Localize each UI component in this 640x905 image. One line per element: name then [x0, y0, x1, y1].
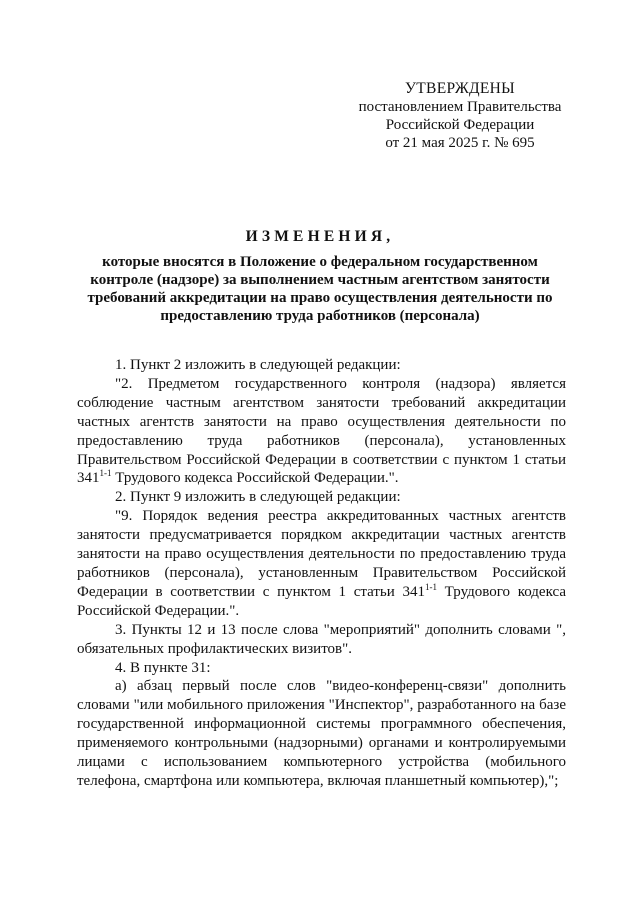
document-body — [77, 356, 566, 791]
paragraph-2-text: "2. Предметом государственного контроля (надзора) является соблюдение частным агентством занятости требований аккредитации частных агентств занятости на право осуществления деятельности по предоставлению труда работников (персонала), установленных Правительством Российской Федерации в соответствии с пунктом 1 статьи 341 — [77, 375, 566, 487]
approval-stamp — [340, 80, 580, 152]
paragraph-5: 3. Пункты 12 и 13 после слова "мероприятий" дополнить словами ", обязательных профилактических визитов". — [77, 621, 566, 657]
title-subtitle: которые вносятся в Положение о федеральном государственном контроле (надзоре) за выполнением частным агентством занятости требований аккредитации на право осуществления деятельности по предоставлению труда работников (персонала) — [87, 254, 553, 324]
paragraph-1: 1. Пункт 2 изложить в следующей редакции: — [115, 357, 401, 373]
paragraph-4-superscript: 1-1 — [424, 581, 437, 592]
title-main: ИЗМЕНЕНИЯ, — [245, 228, 395, 245]
paragraph-2 — [77, 375, 566, 488]
paragraph-4-tail: Трудового кодекса Российской Федерации.". — [77, 583, 567, 619]
approval-line-2: Российской Федерации — [385, 117, 535, 133]
paragraph-3: 2. Пункт 9 изложить в следующей редакции: — [115, 489, 401, 506]
paragraph-7: а) абзац первый после слов "видео-конференц-связи" дополнить словами "или мобильного приложения "Инспектор", разработанного на базе государственной информационной системы программного обеспечения, применяемого контрольными (надзорными) органами и контролируемыми лицами с использованием компьютерного устройства (мобильного телефона, смартфона или компьютера, включая планшетный компьютер),"; — [77, 678, 566, 789]
paragraph-6: 4. В пункте 31: — [115, 659, 211, 676]
approval-line-1: постановлением Правительства — [358, 99, 562, 115]
paragraph-2-superscript: 1-1 — [99, 468, 112, 479]
paragraph-2-tail: Трудового кодекса Российской Федерации.". — [111, 470, 399, 487]
paragraph-4 — [77, 507, 566, 620]
document-title — [70, 228, 570, 325]
approval-line-3: от 21 мая 2025 г. № 695 — [385, 135, 535, 151]
approval-heading: УТВЕРЖДЕНЫ — [405, 80, 515, 97]
paragraph-4-text: "9. Порядок ведения реестра аккредитованных частных агентств занятости предусматривается порядком аккредитации частных агентств занятости на право осуществления деятельности по предоставлению труда работников (персонала), установленным Правительством Российской Федерации в соответствии с пунктом 1 статьи 341 — [77, 508, 566, 600]
